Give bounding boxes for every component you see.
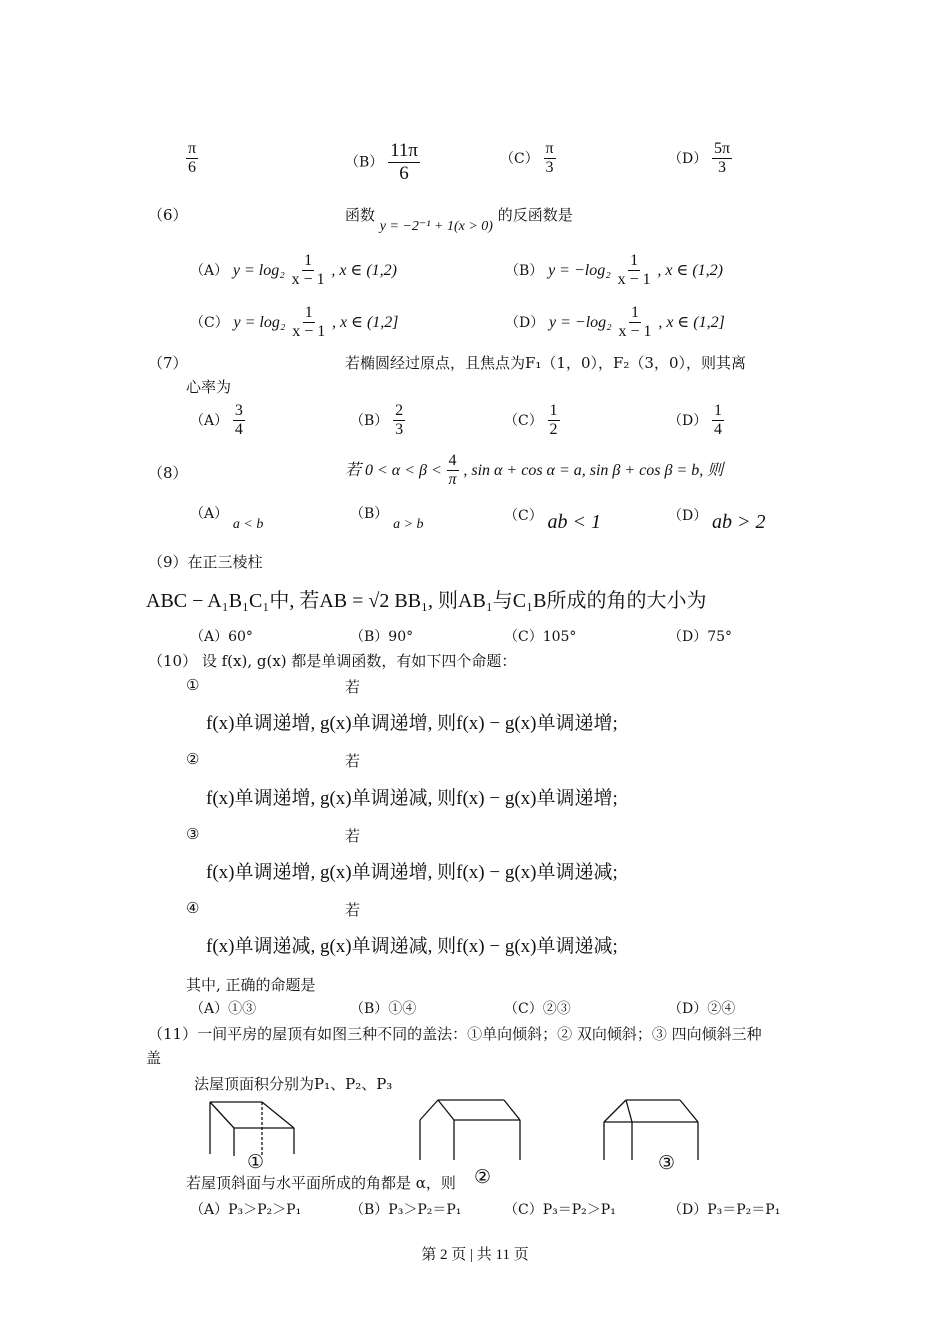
q9-option-b: （B）90° (350, 629, 414, 645)
q5-a-fraction: $\frac{\pi}{6}$ (188, 140, 197, 177)
q9-stem: （9）在正三棱柱 (148, 553, 263, 571)
q8-option-b: （B） a > b (350, 506, 424, 532)
q5-option-a (186, 140, 198, 178)
q11-option-b: （B）P₃＞P₂＝P₁ (350, 1202, 462, 1218)
q11-option-c: （C）P₃＝P₂＞P₁ (504, 1202, 616, 1218)
q10-conclusion: 其中, 正确的命题是 (186, 976, 316, 994)
q10-item-1-mark: ① (186, 676, 200, 694)
q11-condition: 若屋顶斜面与水平面所成的角都是 α，则 (186, 1174, 456, 1192)
q8-number: （8） (148, 464, 188, 482)
q7-d-fraction: $\frac{1}{4}$ (714, 402, 723, 439)
q11-option-a: （A）P₃＞P₂＞P₁ (190, 1202, 302, 1218)
q10-item-3-if: 若 (345, 827, 361, 845)
q11-stem-cont: 盖 (146, 1049, 162, 1067)
q10-item-2-text: f(x)单调递增, g(x)单调递减, 则f(x) − g(x)单调递增; (206, 788, 618, 809)
q6-option-d: （D） y = −log₂ $\frac{1}{x - 1}$ , x ∈ (1,2] (505, 304, 725, 341)
q7-a-fraction: $\frac{3}{4}$ (234, 402, 243, 439)
q6-option-a: （A） y = log₂ $\frac{1}{x - 1}$ , x ∈ (1,2) (190, 252, 398, 289)
q7-c-fraction: $\frac{1}{2}$ (549, 402, 558, 439)
q5-option-d: （D） $\frac{5\pi}{3}$ (668, 140, 731, 177)
q7-option-b: （B） $\frac{2}{3}$ (350, 402, 404, 439)
q11-stem: （11）一间平房的屋顶有如图三种不同的盖法：①单向倾斜；② 双向倾斜；③ 四向倾斜三种 (148, 1025, 762, 1043)
q6-option-c: （C） y = log₂ $\frac{1}{x - 1}$ , x ∈ (1,2] (190, 304, 399, 341)
q6-number: （6） (148, 206, 188, 224)
q7-option-c: （C） $\frac{1}{2}$ (504, 402, 558, 439)
q11-option-d: （D）P₃＝P₂＝P₁ (668, 1202, 781, 1218)
q5-option-c: （C） $\frac{\pi}{3}$ (500, 140, 554, 177)
q10-item-1-if: 若 (345, 678, 361, 696)
q6-option-b: （B） y = −log₂ $\frac{1}{x - 1}$ , x ∈ (1,2) (505, 252, 723, 289)
q6-formula: y = −2⁻¹ + 1(x > 0) (379, 219, 493, 234)
q11-stem-areas: 法屋顶面积分别为P₁、P₂、P₃ (194, 1075, 393, 1093)
q10-stem: （10） 设 f(x), g(x) 都是单调函数，有如下四个命题： (148, 652, 517, 670)
q5-d-fraction: $\frac{5\pi}{3}$ (714, 140, 731, 177)
roof-figure-3 (594, 1094, 710, 1162)
q10-option-d: （D）②④ (668, 1001, 736, 1017)
q9-option-c: （C）105° (504, 629, 577, 645)
q8-option-d: （D） ab > 2 (668, 508, 766, 533)
q8-option-a: （A） a < b (190, 506, 264, 532)
q9-option-d: （D）75° (668, 629, 733, 645)
q6-d-fraction: $\frac{1}{x - 1}$ (618, 304, 652, 341)
q10-option-b: （B）①④ (350, 1001, 417, 1017)
roof-figure-1 (200, 1094, 310, 1158)
q7-stem-cont: 心率为 (186, 378, 232, 396)
q7-option-a: （A） $\frac{3}{4}$ (190, 402, 243, 439)
q10-item-2-if: 若 (345, 752, 361, 770)
q6-stem: 函数 y = −2⁻¹ + 1(x > 0) 的反函数是 (345, 206, 573, 234)
q10-item-2-mark: ② (186, 750, 200, 768)
q5-c-fraction: $\frac{\pi}{3}$ (545, 140, 554, 177)
roof-figure-2 (408, 1094, 534, 1162)
q8-option-c: （C） ab < 1 (504, 508, 601, 533)
q10-option-a: （A）①③ (190, 1001, 257, 1017)
q10-item-4-text: f(x)单调递减, g(x)单调递减, 则f(x) − g(x)单调递减; (206, 936, 618, 957)
q8-stem: 若 0 < α < β < $\frac{4}{\pi}$ , sin α + cos α = a, sin β + cos β = b, 则 (345, 452, 724, 489)
q5-b-fraction: $\frac{11\pi}{6}$ (390, 140, 418, 184)
fig-3-label: ③ (658, 1152, 676, 1174)
q10-item-4-if: 若 (345, 901, 361, 919)
q5-option-b: （B） $\frac{11\pi}{6}$ (345, 140, 418, 184)
q6-c-fraction: $\frac{1}{x - 1}$ (292, 304, 326, 341)
q8-fraction: $\frac{4}{\pi}$ (448, 452, 457, 489)
q10-option-c: （C）②③ (504, 1001, 571, 1017)
q9-option-a: （A）60° (190, 629, 253, 645)
page-footer: 第 2 页 | 共 11 页 (421, 1247, 529, 1263)
q7-b-fraction: $\frac{2}{3}$ (395, 402, 404, 439)
q7-stem: 若椭圆经过原点，且焦点为F₁（1，0），F₂（3，0），则其离 (345, 354, 747, 372)
q10-item-3-mark: ③ (186, 825, 200, 843)
q6-b-fraction: $\frac{1}{x - 1}$ (617, 252, 651, 289)
q7-number: （7） (148, 354, 188, 372)
q7-option-d: （D） $\frac{1}{4}$ (668, 402, 723, 439)
q10-item-1-text: f(x)单调递增, g(x)单调递增, 则f(x) − g(x)单调递增; (206, 713, 618, 734)
q10-item-3-text: f(x)单调递增, g(x)单调递增, 则f(x) − g(x)单调递减; (206, 862, 618, 883)
fig-1-label: ① (247, 1151, 265, 1173)
fig-2-label: ② (474, 1166, 492, 1188)
q10-item-4-mark: ④ (186, 899, 200, 917)
q9-formula: ABC − A₁B₁C₁中, 若AB = √2 BB₁, 则AB₁与C₁B所成的角的大小为 (146, 590, 707, 612)
q6-a-fraction: $\frac{1}{x - 1}$ (291, 252, 325, 289)
